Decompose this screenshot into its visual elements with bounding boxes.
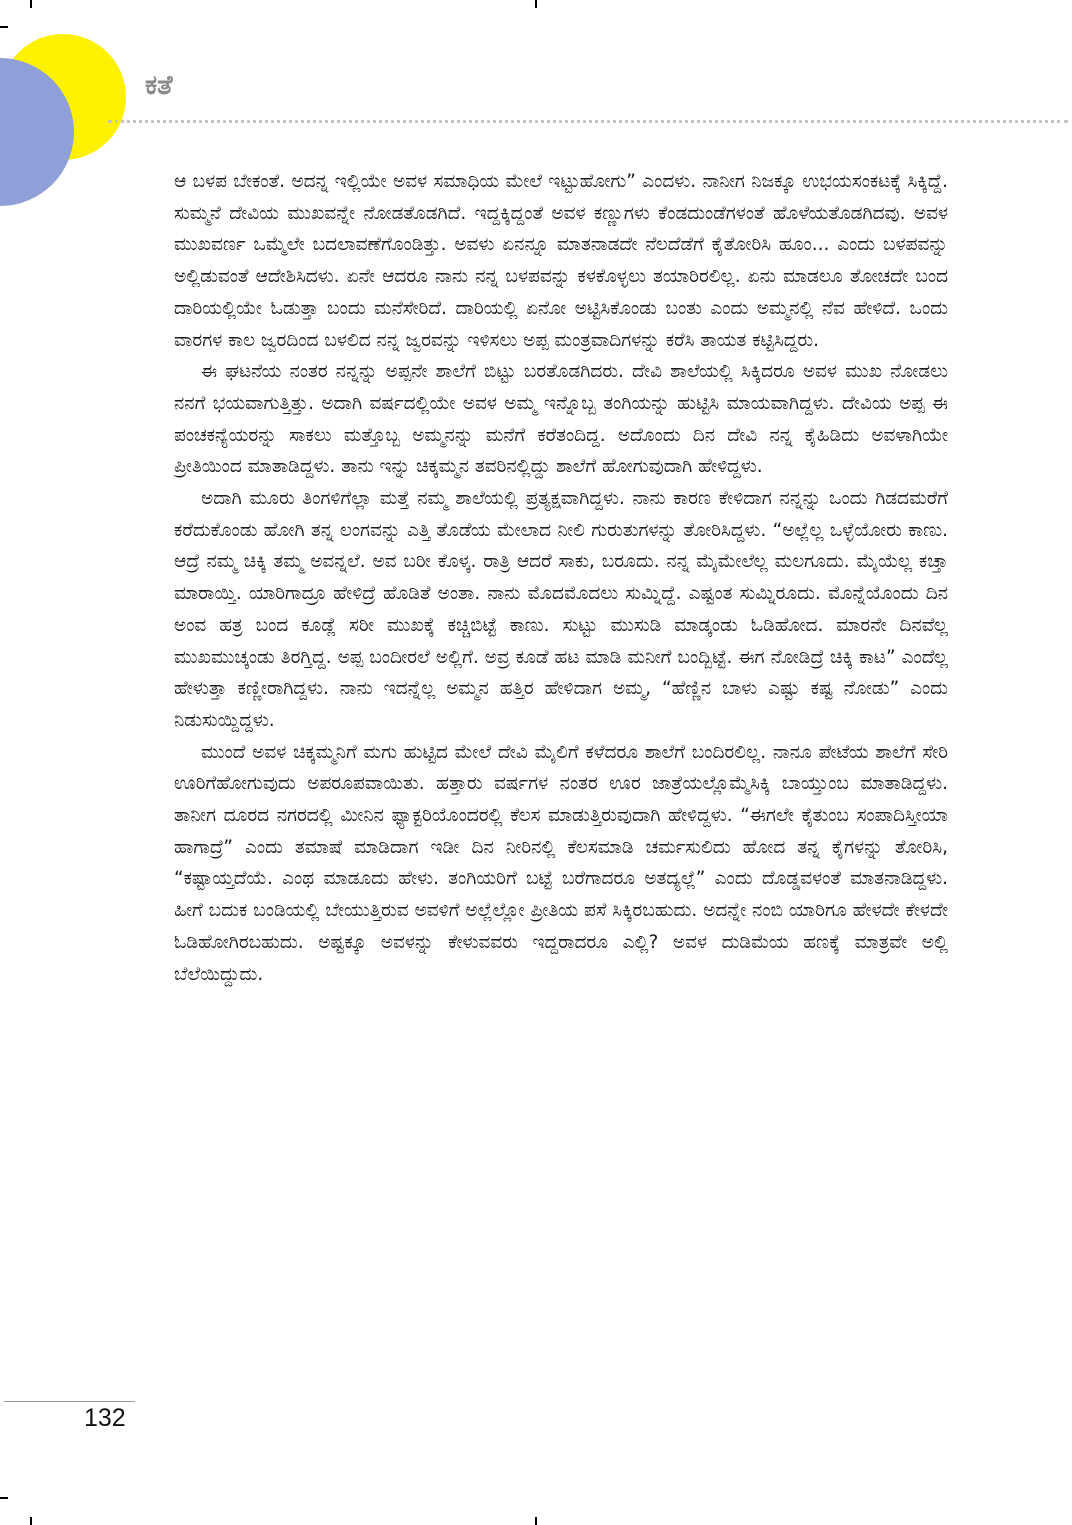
paragraph-1: ಆ ಬಳಪ ಬೇಕಂತೆ. ಅದನ್ನ ಇಲ್ಲಿಯೇ ಅವಳ ಸಮಾಧಿಯ ಮೇಲೆ ಇಟ್ಟುಹೋಗು” ಎಂದಳು. ನಾನೀಗ ನಿಜಕ್ಕೂ ಉಭಯಸಂಕಟಕ್ಕೆ ಸಿಕ್ಕಿದ್ದೆ. ಸುಮ್ಮನೆ ದೇವಿಯ ಮುಖವನ್ನೇ ನೋಡತೊಡಗಿದೆ. ಇದ್ದಕ್ಕಿದ್ದಂತೆ ಅವಳ ಕಣ್ಣುಗಳು ಕೆಂಡದುಂಡೆಗಳಂತೆ ಹೊಳೆಯತೊಡಗಿದವು. ಅವಳ ಮುಖವರ್ಣ ಒಮ್ಮೆಲೇ ಬದಲಾವಣೆಗೊಂಡಿತ್ತು. ಅವಳು ಏನನ್ನೂ ಮಾತನಾಡದೇ ನೆಲದೆಡೆಗೆ ಕೈತೋರಿಸಿ ಹೂಂ... ಎಂದು ಬಳಪವನ್ನು ಅಲ್ಲಿಡುವಂತೆ ಆದೇಶಿಸಿದಳು. ಏನೇ ಆದರೂ ನಾನು ನನ್ನ ಬಳಪವನ್ನು ಕಳಕೊಳ್ಳಲು ತಯಾರಿರಲಿಲ್ಲ. ಏನು ಮಾಡಲೂ ತೋಚದೇ ಬಂದ ದಾರಿಯಲ್ಲಿಯೇ ಓಡುತ್ತಾ ಬಂದು ಮನೆಸೇರಿದೆ. ದಾರಿಯಲ್ಲಿ ಏನೋ ಅಟ್ಟಿಸಿಕೊಂಡು ಬಂತು ಎಂದು ಅಮ್ಮನಲ್ಲಿ ನೆವ ಹೇಳಿದೆ. ಒಂದು ವಾರಗಳ ಕಾಲ ಜ್ವರದಿಂದ ಬಳಲಿದ ನನ್ನ ಜ್ವರವನ್ನು ಇಳಿಸಲು ಅಪ್ಪ ಮಂತ್ರವಾದಿಗಳನ್ನು ಕರೆಸಿ ತಾಯತ ಕಟ್ಟಿಸಿದ್ದರು. xyxy=(174,171,948,351)
crop-mark-bottom-left-side xyxy=(0,1497,8,1499)
crop-mark-top-center xyxy=(535,0,537,8)
paragraph-2: ಈ ಘಟನೆಯ ನಂತರ ನನ್ನನ್ನು ಅಪ್ಪನೇ ಶಾಲೆಗೆ ಬಿಟ್ಟು ಬರತೊಡಗಿದರು. ದೇವಿ ಶಾಲೆಯಲ್ಲಿ ಸಿಕ್ಕಿದರೂ ಅವಳ ಮುಖ ನೋಡಲು ನನಗೆ ಭಯವಾಗುತ್ತಿತ್ತು. ಅದಾಗಿ ವರ್ಷದಲ್ಲಿಯೇ ಅವಳ ಅಮ್ಮ ಇನ್ನೊಬ್ಬ ತಂಗಿಯನ್ನು ಹುಟ್ಟಿಸಿ ಮಾಯವಾಗಿದ್ದಳು. ದೇವಿಯ ಅಪ್ಪ ಈ ಪಂಚಕನ್ಯೆಯರನ್ನು ಸಾಕಲು ಮತ್ತೊಬ್ಬ ಅಮ್ಮನನ್ನು ಮನೆಗೆ ಕರೆತಂದಿದ್ದ. ಅದೊಂದು ದಿನ ದೇವಿ ನನ್ನ ಕೈಹಿಡಿದು ಅವಳಾಗಿಯೇ ಪ್ರೀತಿಯಿಂದ ಮಾತಾಡಿದ್ದಳು. ತಾನು ಇನ್ನು ಚಿಕ್ಕಮ್ಮನ ತವರಿನಲ್ಲಿದ್ದು ಶಾಲೆಗೆ ಹೋಗುವುದಾಗಿ ಹೇಳಿದ್ದಳು. xyxy=(174,361,948,478)
paragraph-3: ಅದಾಗಿ ಮೂರು ತಿಂಗಳಿಗೆಲ್ಲಾ ಮತ್ತೆ ನಮ್ಮ ಶಾಲೆಯಲ್ಲಿ ಪ್ರತ್ಯಕ್ಷವಾಗಿದ್ದಳು. ನಾನು ಕಾರಣ ಕೇಳಿದಾಗ ನನ್ನನ್ನು ಒಂದು ಗಿಡದಮರೆಗೆ ಕರೆದುಕೊಂಡು ಹೋಗಿ ತನ್ನ ಲಂಗವನ್ನು ಎತ್ತಿ ತೊಡೆಯ ಮೇಲಾದ ನೀಲಿ ಗುರುತುಗಳನ್ನು ತೋರಿಸಿದ್ದಳು. “ಅಲ್ಲೆಲ್ಲ ಒಳ್ಳೆಯೋರು ಕಾಣು. ಆದ್ರೆ ನಮ್ಮ ಚಿಕ್ಕಿ ತಮ್ಮ ಅವನ್ನಲೆ. ಅವ ಬರೀ ಕೊಳ್ಕ. ರಾತ್ರಿ ಆದರೆ ಸಾಕು, ಬರೂದು. ನನ್ನ ಮೈಮೇಲೆಲ್ಲ ಮಲಗೂದು. ಮೈಯೆಲ್ಲ ಕಚ್ತಾ ಮಾರಾಯ್ತಿ. ಯಾರಿಗಾದ್ರೂ ಹೇಳಿದ್ರೆ ಹೊಡಿತೆ ಅಂತಾ. ನಾನು ಮೊದಮೊದಲು ಸುಮ್ನಿದ್ದೆ. ಎಷ್ಟಂತ ಸುಮ್ನಿರೂದು. ಮೊನ್ನೆಯೊಂದು ದಿನ ಅಂವ ಹತ್ರ ಬಂದ ಕೂಡ್ಲೆ ಸರೀ ಮುಖಕ್ಕೆ ಕಚ್ಚಿಬಿಟ್ಟೆ ಕಾಣು. ಸುಟ್ಟು ಮುಸುಡಿ ಮಾಡ್ಕಂಡು ಓಡಿಹೋದ. ಮಾರನೇ ದಿನವೆಲ್ಲ ಮುಖಮುಚ್ಕಂಡು ತಿರಗ್ತಿದ್ದ. ಅಪ್ಪ ಬಂದೀರಲೆ ಅಲ್ಲಿಗೆ. ಅವ್ರ ಕೂಡೆ ಹಟ ಮಾಡಿ ಮನೀಗೆ ಬಂದ್ಬಿಟ್ಟೆ. ಈಗ ನೋಡಿದ್ರೆ ಚಿಕ್ಕಿ ಕಾಟ” ಎಂದೆಲ್ಲ ಹೇಳುತ್ತಾ ಕಣ್ಣೀರಾಗಿದ್ದಳು. ನಾನು ಇದನ್ನೆಲ್ಲ ಅಮ್ಮನ ಹತ್ತಿರ ಹೇಳಿದಾಗ ಅಮ್ಮ, “ಹೆಣ್ಣಿನ ಬಾಳು ಎಷ್ಟು ಕಷ್ಟ ನೋಡು” ಎಂದು ನಿಡುಸುಯ್ದಿದ್ದಳು. xyxy=(174,488,948,731)
header-dotted-rule xyxy=(108,120,1068,123)
crop-mark-bottom-center xyxy=(535,1517,537,1525)
footer-rule xyxy=(4,1401,135,1402)
crop-mark-bottom-left xyxy=(30,1517,32,1525)
paragraph-4: ಮುಂದೆ ಅವಳ ಚಿಕ್ಕಮ್ಮನಿಗೆ ಮಗು ಹುಟ್ಟಿದ ಮೇಲೆ ದೇವಿ ಮೈಲಿಗೆ ಕಳೆದರೂ ಶಾಲೆಗೆ ಬಂದಿರಲಿಲ್ಲ. ನಾನೂ ಪೇಟೆಯ ಶಾಲೆಗೆ ಸೇರಿ ಊರಿಗೆಹೋಗುವುದು ಅಪರೂಪವಾಯಿತು. ಹತ್ತಾರು ವರ್ಷಗಳ ನಂತರ ಊರ ಜಾತ್ರೆಯಲ್ಲೊಮ್ಮೆಸಿಕ್ಕಿ ಬಾಯ್ತುಂಬ ಮಾತಾಡಿದ್ದಳು. ತಾನೀಗ ದೂರದ ನಗರದಲ್ಲಿ ಮೀನಿನ ಫ್ಯಾಕ್ಟರಿಯೊಂದರಲ್ಲಿ ಕೆಲಸ ಮಾಡುತ್ತಿರುವುದಾಗಿ ಹೇಳಿದ್ದಳು. “ಈಗಲೇ ಕೈತುಂಬ ಸಂಪಾದಿಸ್ತೀಯಾ ಹಾಗಾದ್ರೆ” ಎಂದು ತಮಾಷೆ ಮಾಡಿದಾಗ ಇಡೀ ದಿನ ನೀರಿನಲ್ಲಿ ಕೆಲಸಮಾಡಿ ಚರ್ಮಸುಲಿದು ಹೋದ ತನ್ನ ಕೈಗಳನ್ನು ತೋರಿಸಿ, “ಕಷ್ಟಾಯ್ತದೆಯೆ. ಎಂಥ ಮಾಡೂದು ಹೇಳು. ತಂಗಿಯರಿಗೆ ಬಟ್ಟೆ ಬರೆಗಾದರೂ ಅತದ್ಯಲ್ಲೆ” ಎಂದು ದೊಡ್ಡವಳಂತೆ ಮಾತನಾಡಿದ್ದಳು. ಹೀಗೆ ಬದುಕ ಬಂಡಿಯಲ್ಲಿ ಬೇಯುತ್ತಿರುವ ಅವಳಿಗೆ ಅಲ್ಲೆಲ್ಲೋ ಪ್ರೀತಿಯ ಪಸೆ ಸಿಕ್ಕಿರಬಹುದು. ಅದನ್ನೇ ನಂಬಿ ಯಾರಿಗೂ ಹೇಳದೇ ಕೇಳದೇ ಓಡಿಹೋಗಿರಬಹುದು. ಅಷ್ಟಕ್ಕೂ ಅವಳನ್ನು ಕೇಳುವವರು ಇದ್ದರಾದರೂ ಎಲ್ಲಿ? ಅವಳ ದುಡಿಮೆಯ ಹಣಕ್ಕೆ ಮಾತ್ರವೇ ಅಲ್ಲಿ ಬೆಲೆಯಿದ್ದುದು. xyxy=(174,741,948,985)
blue-circle xyxy=(0,58,74,206)
story-body xyxy=(174,166,948,990)
page-number: 132 xyxy=(84,1404,126,1432)
blue-circle-layer xyxy=(0,0,140,210)
section-title: ಕತೆ xyxy=(145,70,173,101)
